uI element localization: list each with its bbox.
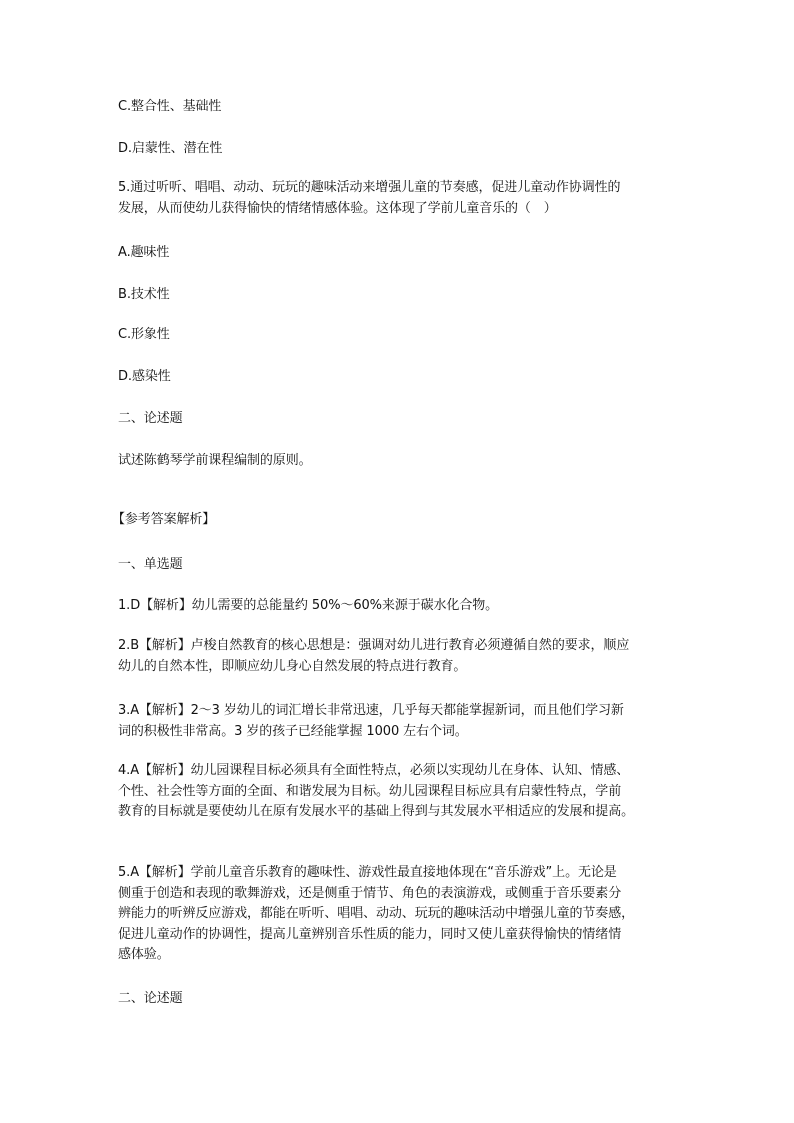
- section-heading-essay: 二、论述题: [118, 411, 183, 426]
- option-4c: C.整合性、基础性: [118, 99, 222, 114]
- answer-item-3: 3.A【解析】2～3 岁幼儿的词汇增长非常迅速，几乎每天都能掌握新词，而且他们学习新 词的积极性非常高。3 岁的孩子已经能掌握 1000 左右个词。: [118, 703, 624, 739]
- answer-section-single-choice: 一、单选题: [118, 557, 183, 572]
- option-5d: D.感染性: [118, 369, 171, 384]
- answer-item-2: 2.B【解析】卢梭自然教育的核心思想是：强调对幼儿进行教育必须遵循自然的要求，顺应 幼儿的自然本性，即顺应幼儿身心自然发展的特点进行教育。: [118, 638, 630, 674]
- answer-item-1: 1.D【解析】幼儿需要的总能量约 50%～60%来源于碳水化合物。: [118, 598, 499, 613]
- option-5a: A.趣味性: [118, 245, 170, 260]
- option-5c: C.形象性: [118, 327, 170, 342]
- answer-section-essay: 二、论述题: [118, 991, 183, 1006]
- answer-item-5: 5.A【解析】学前儿童音乐教育的趣味性、游戏性最直接地体现在“音乐游戏”上。无论是 侧重于创造和表现的歌舞游戏，还是侧重于情节、角色的表演游戏，或侧重于音乐要素分 辨能力的听辨反应游戏，都能在听听、唱唱、动动、玩玩的趣味活动中增强儿童的节奏感， 促进儿童动作的协调性，提高儿童辨别音乐性质的能力，同时又使儿童获得愉快的情绪情 感体验。: [118, 865, 635, 962]
- answer-key-heading: 【参考答案解析】: [112, 512, 216, 527]
- essay-question: 试述陈鹤琴学前课程编制的原则。: [118, 453, 312, 468]
- answer-item-4: 4.A【解析】幼儿园课程目标必须具有全面性特点，必须以实现幼儿在身体、认知、情感、 个性、社会性等方面的全面、和谐发展为目标。幼儿园课程目标应具有启蒙性特点，学前 教育的目标就是要使幼儿在原有发展水平的基础上得到与其发展水平相适应的发展和提高。: [118, 763, 635, 819]
- option-5b: B.技术性: [118, 287, 170, 302]
- question-5-stem: 5.通过听听、唱唱、动动、玩玩的趣味活动来增强儿童的节奏感，促进儿童动作协调性的 发展，从而使幼儿获得愉快的情绪情感体验。这体现了学前儿童音乐的（ ）: [118, 180, 621, 216]
- option-4d: D.启蒙性、潜在性: [118, 141, 223, 156]
